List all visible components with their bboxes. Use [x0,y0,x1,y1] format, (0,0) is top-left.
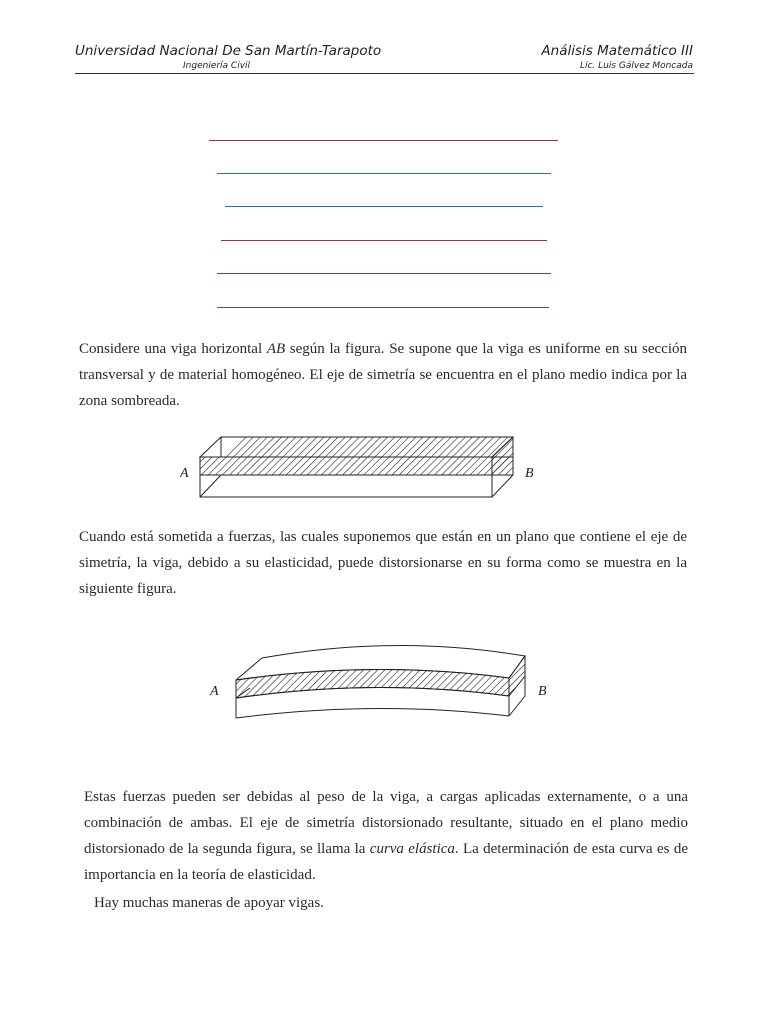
paragraph-elastic-curve [84,784,688,888]
paragraph-supports: Hay muchas maneras de apoyar vigas. [94,895,324,911]
deflected-beam-figure [195,640,565,730]
figure1-label-a: A [180,466,189,481]
decorative-line-6 [217,307,549,308]
decorative-line-1 [209,140,558,141]
header-rule [75,73,694,74]
figure1-label-b: B [525,466,534,481]
paragraph-elastic-end: . La determinación de esta curva es de importancia en la teoría de elasticidad. [84,841,689,883]
beam-label-ab: AB [266,341,286,357]
figure2-label-b: B [538,684,547,699]
paragraph-intro [79,336,687,414]
term-curva-elastica: curva elástica [369,841,455,857]
header-department: Ingeniería Civil [183,61,251,71]
paragraph-elastic-start: Estas fuerzas pueden ser debidas al peso de la viga, a cargas aplicadas externamente, o a una combinación de ambas. El eje de simetría distorsionado resultante, situado en el plano medio distorsionado de la segunda figura, se llama la [84,789,688,857]
header-course: Análisis Matemático III [541,43,693,59]
header-university: Universidad Nacional De San Martín-Tarapoto [75,43,382,59]
decorative-line-2 [217,173,551,174]
decorative-line-4 [221,240,547,241]
paragraph-intro-end: según la figura. Se supone que la viga es uniforme en su sección transversal y de material homogéneo. El eje de simetría se encuentra en el plano medio indica por la zona sombreada. [79,341,688,409]
decorative-line-3 [225,206,543,207]
decorative-line-5 [217,273,551,274]
paragraph-forces: Cuando está sometida a fuerzas, las cuales suponemos que están en un plano que contiene el eje de simetría, la viga, debido a su elasticidad, puede distorsionarse en su forma como se muestra en la siguiente figura. [79,529,687,597]
figure2-label-a: A [210,684,219,699]
straight-beam-figure [180,425,550,510]
header-professor: Lic. Luis Gálvez Moncada [579,61,693,71]
paragraph-intro-start: Considere una viga horizontal [79,341,267,357]
